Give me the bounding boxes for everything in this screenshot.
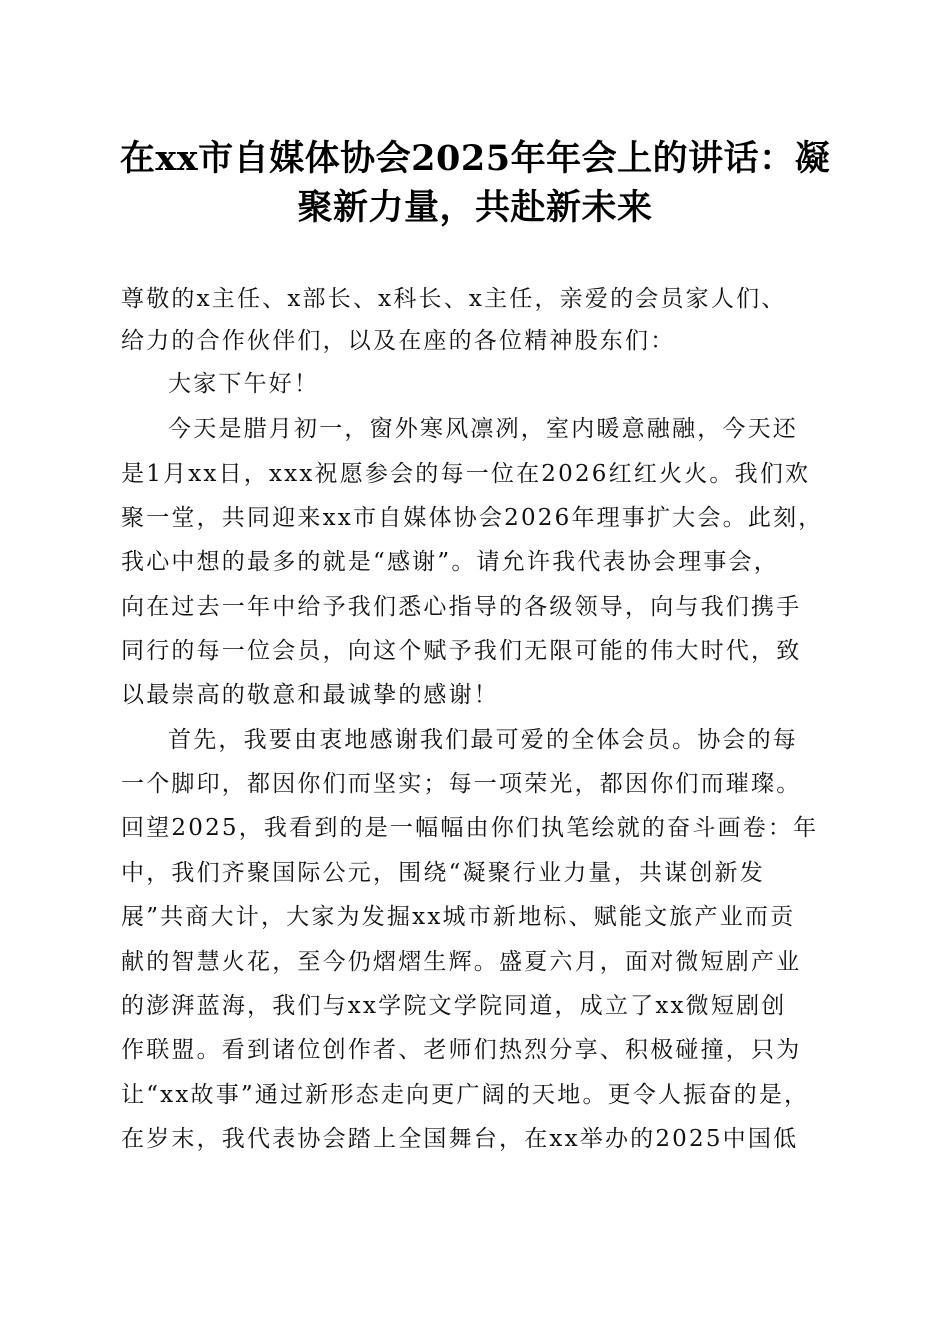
- document-title: [100, 134, 850, 232]
- body-line: 作联盟。看到诸位创作者、老师们热烈分享、积极碰撞，只为: [121, 1037, 802, 1063]
- title-line-1: 在xx市自媒体协会2025年年会上的讲话：凝: [119, 138, 831, 179]
- body-line: 献的智慧火花，至今仍熠熠生辉。盛夏六月，面对微短剧产业: [121, 949, 802, 975]
- body-line: 我心中想的最多的就是“感谢”。请允许我代表协会理事会，: [121, 549, 779, 575]
- body-line: 中，我们齐聚国际公元，围绕“凝聚行业力量，共谋创新发: [121, 860, 765, 886]
- body-line: 回望2025，我看到的是一幅幅由你们执笔绘就的奋斗画卷：年: [121, 815, 819, 841]
- title-line-2: 聚新力量，共赴新未来: [297, 187, 653, 228]
- body-line: 大家下午好！: [168, 371, 320, 397]
- body-line: 是1月xx日，xxx祝愿参会的每一位在2026红红火火。我们欢: [121, 461, 811, 487]
- body-line: 首先，我要由衷地感谢我们最可爱的全体会员。协会的每: [168, 727, 798, 753]
- body-line: 让“xx故事”通过新形态走向更广阔的天地。更令人振奋的是，: [121, 1082, 810, 1108]
- body-line: 向在过去一年中给予我们悉心指导的各级领导，向与我们携手: [121, 594, 802, 620]
- body-line: 的澎湃蓝海，我们与xx学院文学院同道，成立了xx微短剧创: [121, 993, 787, 1019]
- body-line: 展”共商大计，大家为发掘xx城市新地标、赋能文旅产业而贡: [121, 904, 796, 930]
- body-line: 以最崇高的敬意和最诚挚的感谢！: [121, 682, 499, 708]
- body-line: 一个脚印，都因你们而坚实；每一项荣光，都因你们而璀璨。: [121, 771, 802, 797]
- body-line: 今天是腊月初一，窗外寒风凛冽，室内暖意融融，今天还: [168, 416, 798, 442]
- body-line: 尊敬的x主任、x部长、x科长、x主任，亲爱的会员家人们、: [121, 286, 787, 312]
- body-line: 聚一堂，共同迎来xx市自媒体协会2026年理事扩大会。此刻，: [121, 505, 824, 531]
- body-line: 同行的每一位会员，向这个赋予我们无限可能的伟大时代，致: [121, 638, 802, 664]
- body-line: 给力的合作伙伴们，以及在座的各位精神股东们：: [121, 328, 676, 354]
- body-line: 在岁末，我代表协会踏上全国舞台，在xx举办的2025中国低: [121, 1126, 799, 1152]
